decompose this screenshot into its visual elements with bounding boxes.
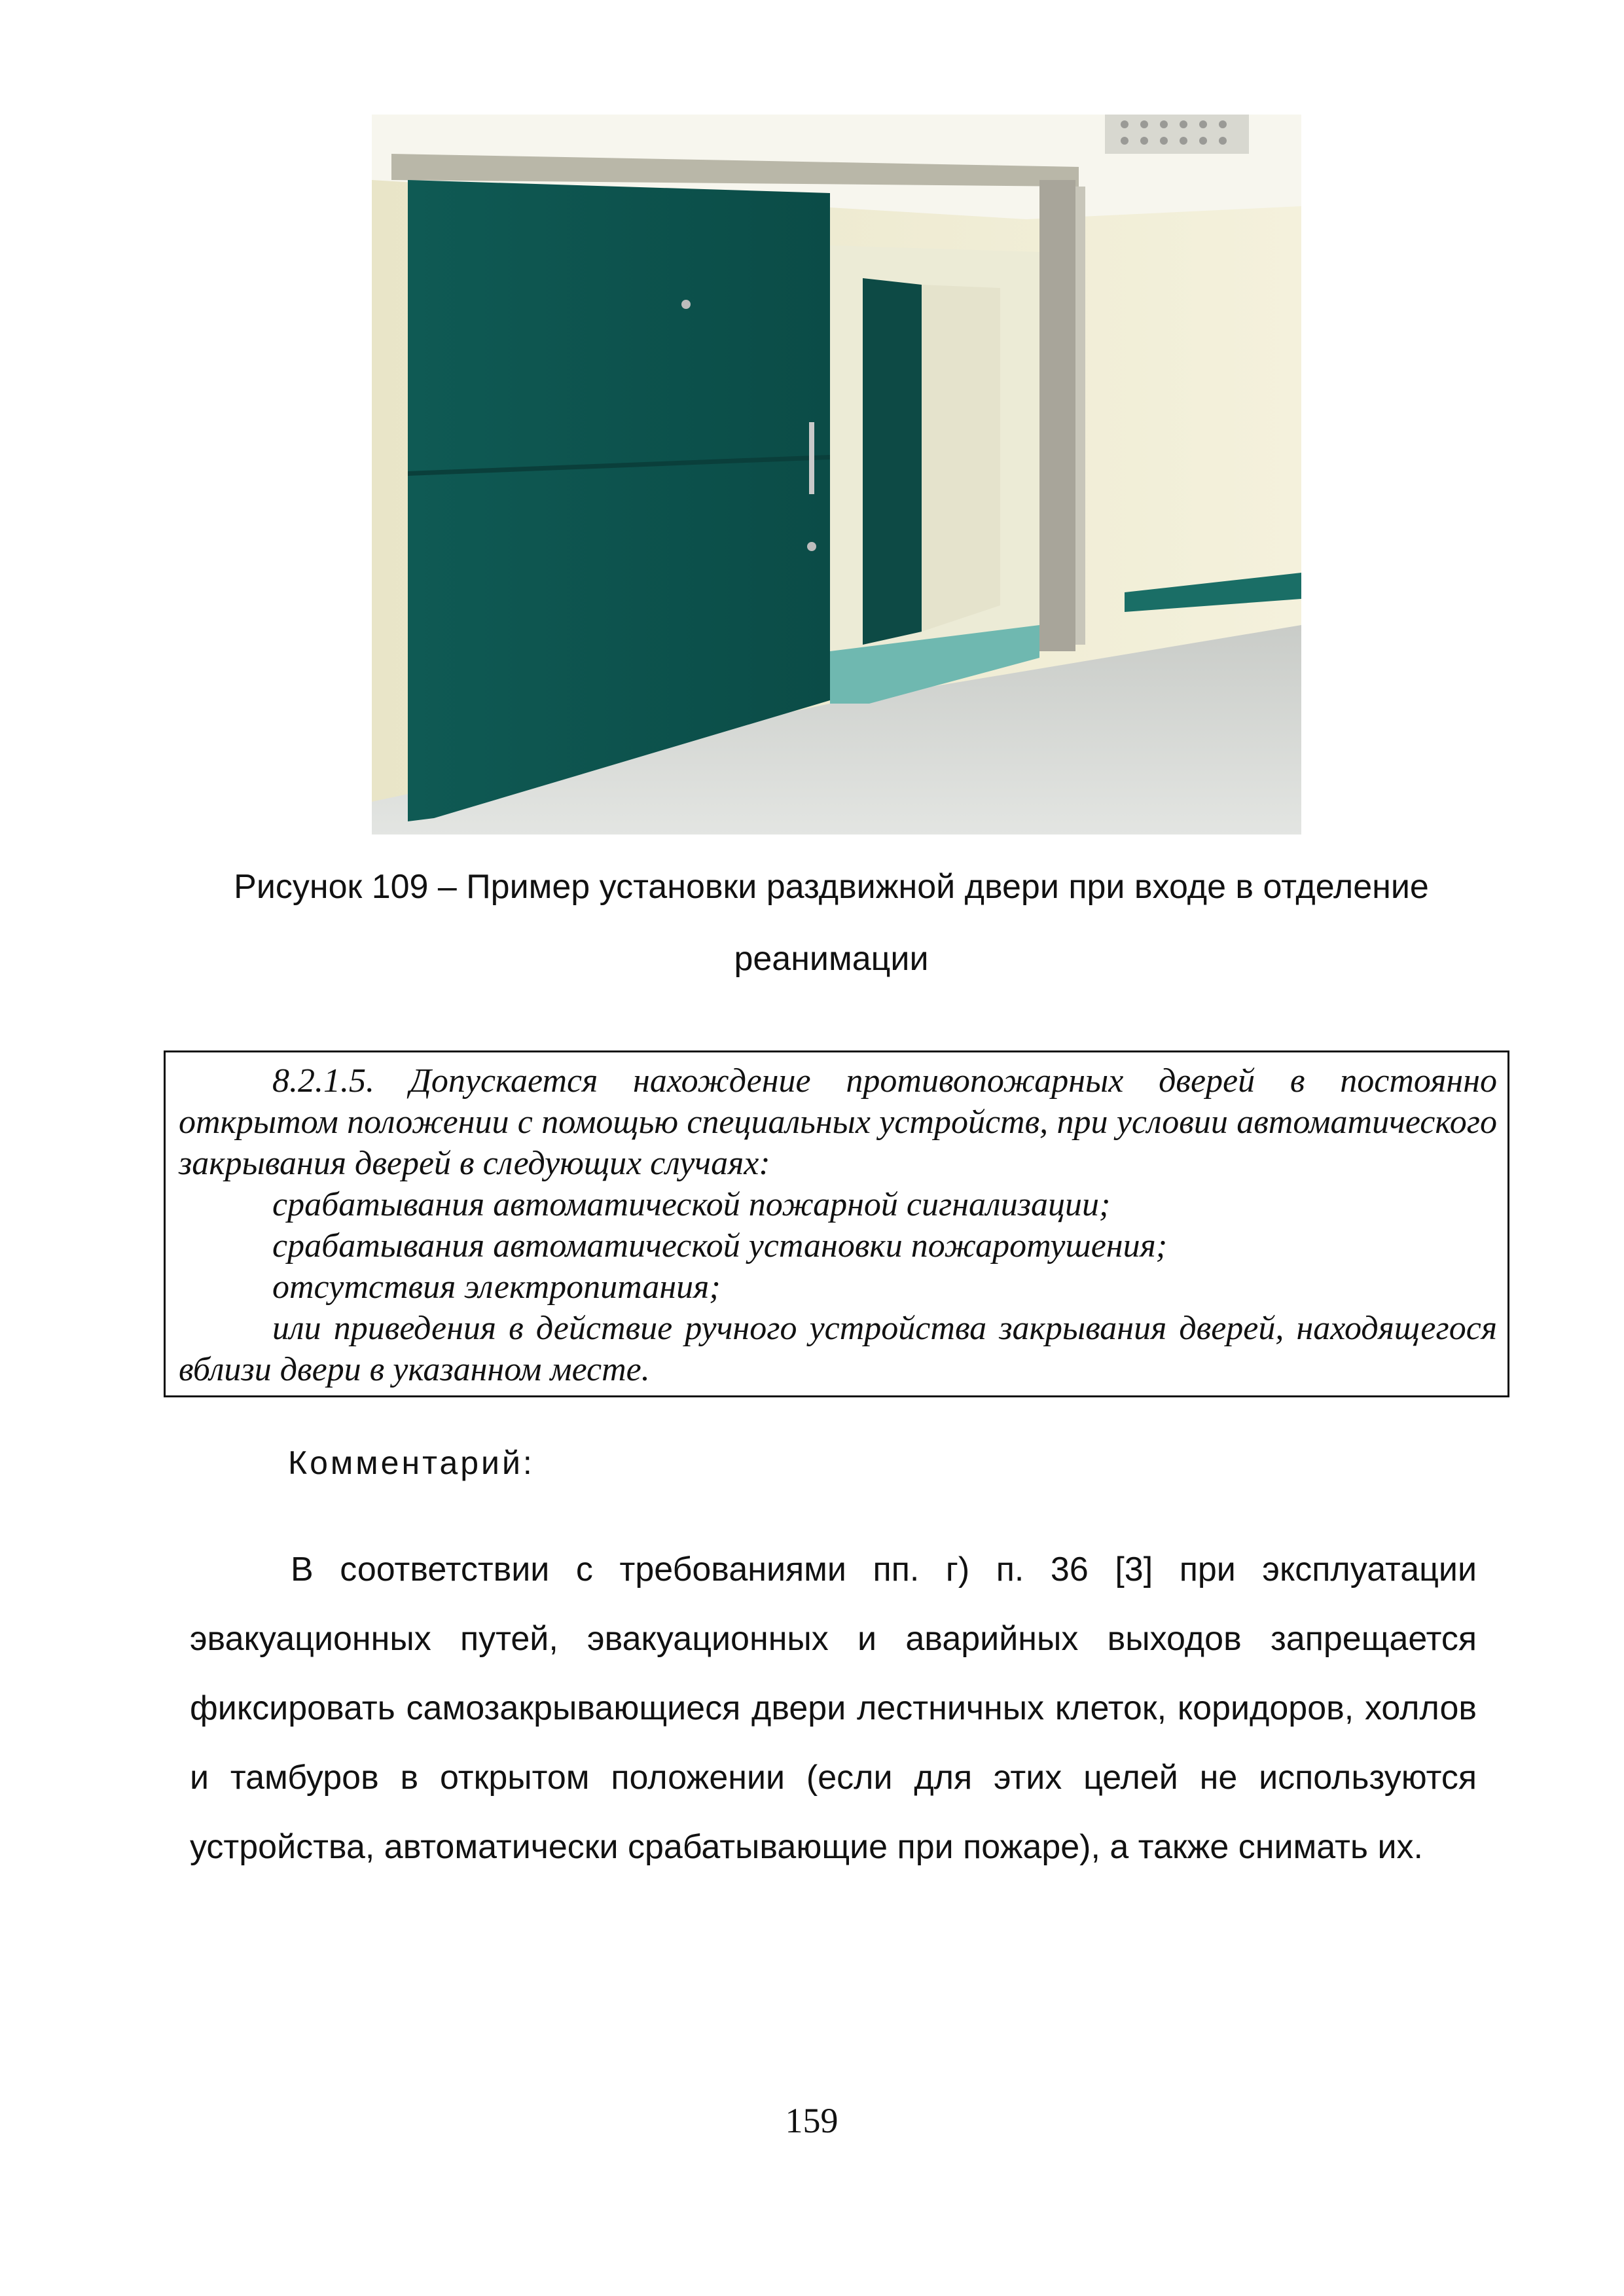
- quote-paragraph: или приведения в действие ручного устройства закрывания дверей, находящегося вблизи двери в указанном месте.: [179, 1310, 1497, 1388]
- comment-label: Комментарий:: [288, 1444, 535, 1481]
- quote-paragraph: срабатывания автоматической пожарной сигнализации;: [272, 1186, 1111, 1223]
- figure-caption: [164, 851, 1499, 995]
- door-photo: [372, 115, 1301, 834]
- comment-text: В соответствии с требованиями пп. г) п. 36 [3] при эксплуатации эвакуационных путей, эвакуационных и аварийных выходов запрещается фиксировать самозакрывающиеся двери лестничных клеток, коридоров, холлов и тамбуров в открытом положении (если для этих целей не используются устройства, автоматически срабатывающие при пожаре), а также снимать их.: [190, 1551, 1477, 1866]
- quote-paragraph: срабатывания автоматической установки пожаротушения;: [272, 1227, 1168, 1265]
- page-number: 159: [785, 2101, 839, 2140]
- ceiling-vent-icon: [1105, 115, 1249, 154]
- figure-caption-line-1: Рисунок 109 – Пример установки раздвижной двери при входе в отделение: [234, 868, 1429, 906]
- quote-paragraph: 8.2.1.5. Допускается нахождение противопожарных дверей в постоянно открытом положении с помощью специальных устройств, при условии автоматического закрывания дверей в следующих случаях:: [179, 1062, 1497, 1182]
- regulation-quote-box: [164, 1050, 1509, 1397]
- figure-caption-line-2: реанимации: [734, 940, 929, 978]
- quote-paragraph: отсутствия электропитания;: [272, 1268, 721, 1306]
